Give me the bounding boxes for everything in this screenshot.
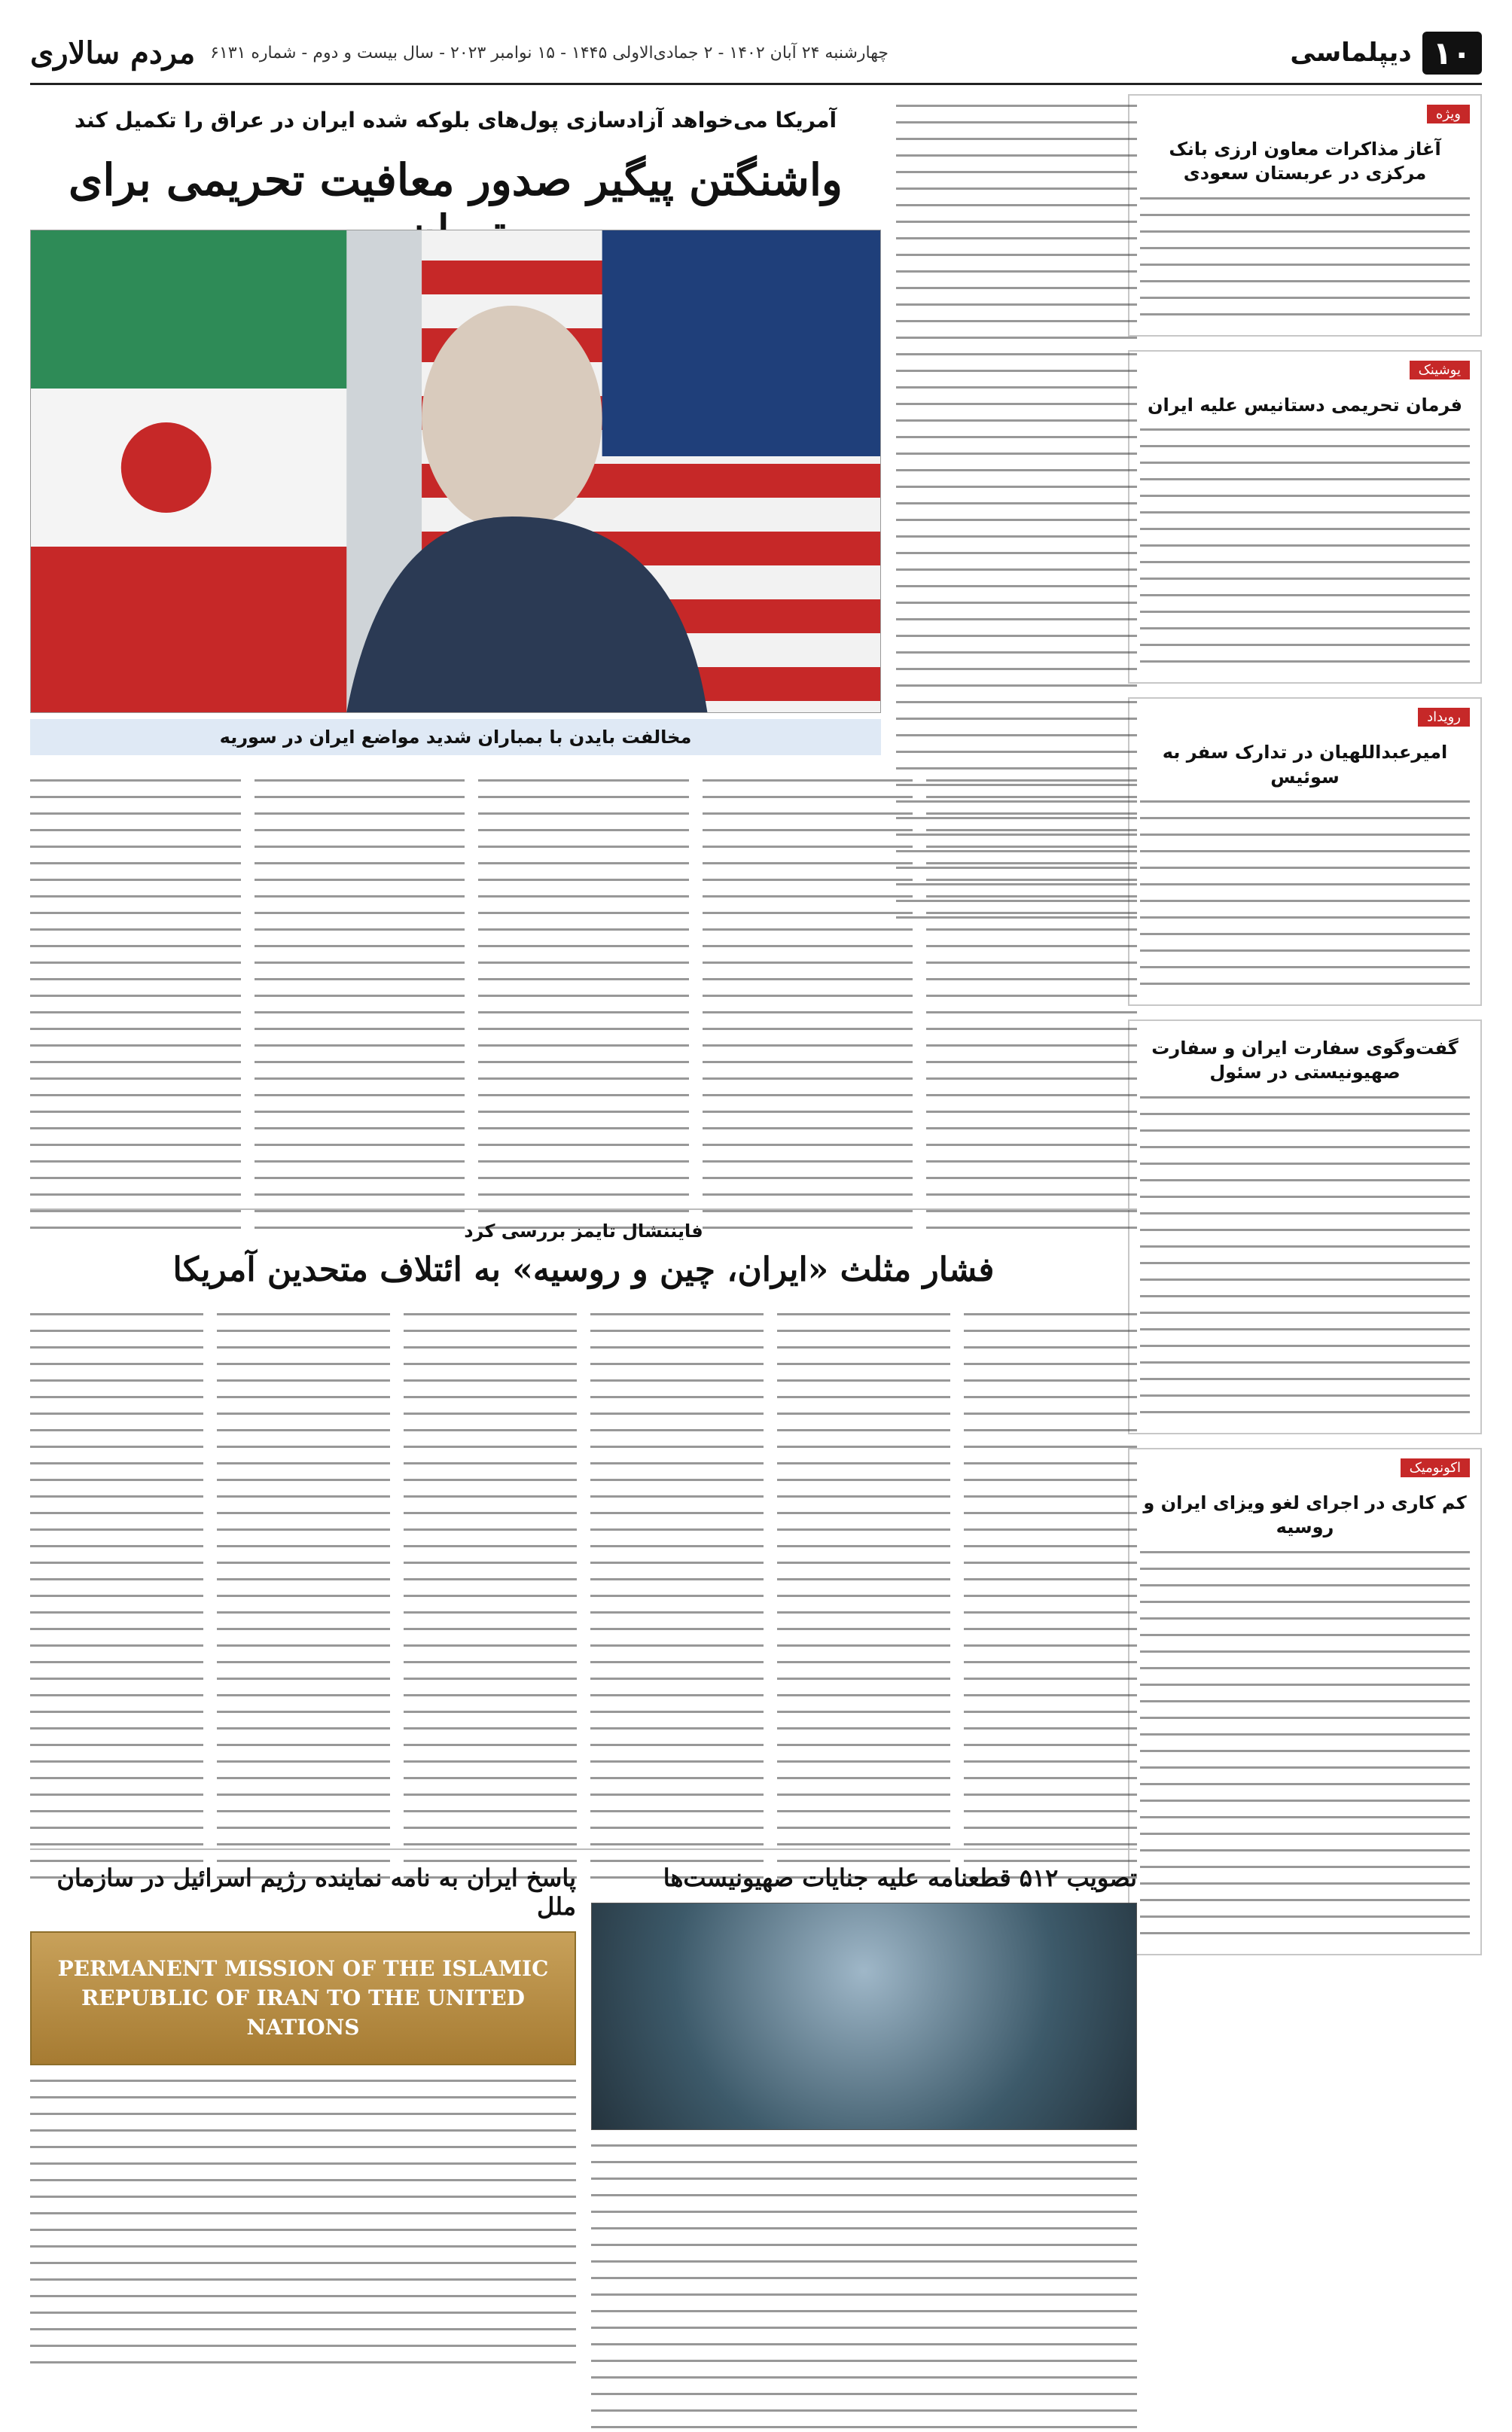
bottom-right-article [30,1861,576,2388]
bottom-section [30,1848,1137,2388]
main-article-area [30,94,1137,2376]
feature-kicker: فایننشال تایمز بررسی کرد [464,1221,703,1242]
section-name: دیپلماسی [1290,38,1412,68]
un-assembly-photo [591,1903,1137,2130]
lead-supertitle: آمریکا می‌خواهد آزادسازی پول‌های بلوکه شده ایران در عراق را تکمیل کند [74,108,837,133]
masthead-date: چهارشنبه ۲۴ آبان ۱۴۰۲ - ۲ جمادی‌الاولی ۱۴۴۵ - ۱۵ نوامبر ۲۰۲۳ - سال بیست و دوم - شماره ۶۱۳۱ [210,43,889,62]
sidebar-title: فرمان تحریمی دستانیس علیه ایران [1148,394,1462,416]
sidebar-text [1140,1093,1470,1417]
sidebar-box [1128,94,1482,337]
sidebar-tag: اکونومیک [1401,1458,1470,1477]
sidebar-box [1128,1019,1482,1434]
sidebar [1128,94,1482,2371]
feature-article [30,1208,1137,1888]
feature-headline: فشار مثلث «ایران، چین و روسیه» به ائتلاف متحدین آمریکا [172,1251,995,1289]
sidebar-text [1140,797,1470,989]
sidebar-box [1128,1448,1482,1955]
sidebar-title: کم کاری در اجرای لغو ویزای ایران و روسیه [1143,1492,1467,1538]
sidebar-tag: ویژه [1427,105,1470,123]
lead-photo [30,230,881,713]
bottom-left-title: تصویب ۵۱۲ قطعنامه علیه جنایات صهیونیست‌ها [663,1864,1137,1892]
sidebar-title: گفت‌وگوی سفارت ایران و سفارت صهیونیستی در سئول [1151,1037,1459,1083]
bottom-left-article [591,1861,1137,2388]
paper-name: مردم سالاری [30,35,196,71]
bottom-right-title: پاسخ ایران به نامه نماینده رژیم اسرائیل در سازمان ملل [56,1864,576,1921]
sidebar-text [1140,1547,1470,1938]
mission-sign-photo: PERMANENT MISSION OF THE ISLAMIC REPUBLIC OF IRAN TO THE UNITED NATIONS [30,1931,576,2065]
masthead [30,23,1482,85]
masthead-right [1290,32,1482,75]
sidebar-title: امیرعبداللهیان در تدارک سفر به سوئیس [1162,742,1448,788]
sidebar-text [1140,194,1470,319]
lead-photo-illustration [31,230,880,712]
sidebar-title: آغاز مذاکرات معاون ارزی بانک مرکزی در عربستان سعودی [1169,139,1441,184]
lead-text-column [896,94,1137,809]
sidebar-tag: یوشینک [1410,361,1470,379]
lead-headline: واشنگتن پیگیر صدور معافیت تحریمی برای [69,154,843,206]
lead-caption: مخالفت بایدن با بمباران شدید مواضع ایران در سوریه [30,719,881,755]
sidebar-box [1128,350,1482,684]
lead-body-columns [30,757,1137,1190]
sidebar-box [1128,697,1482,1006]
sidebar-text [1140,425,1470,666]
feature-columns [30,1303,1137,1889]
sidebar-tag: رویداد [1418,708,1470,727]
page-number: ۱۰ [1422,32,1482,75]
